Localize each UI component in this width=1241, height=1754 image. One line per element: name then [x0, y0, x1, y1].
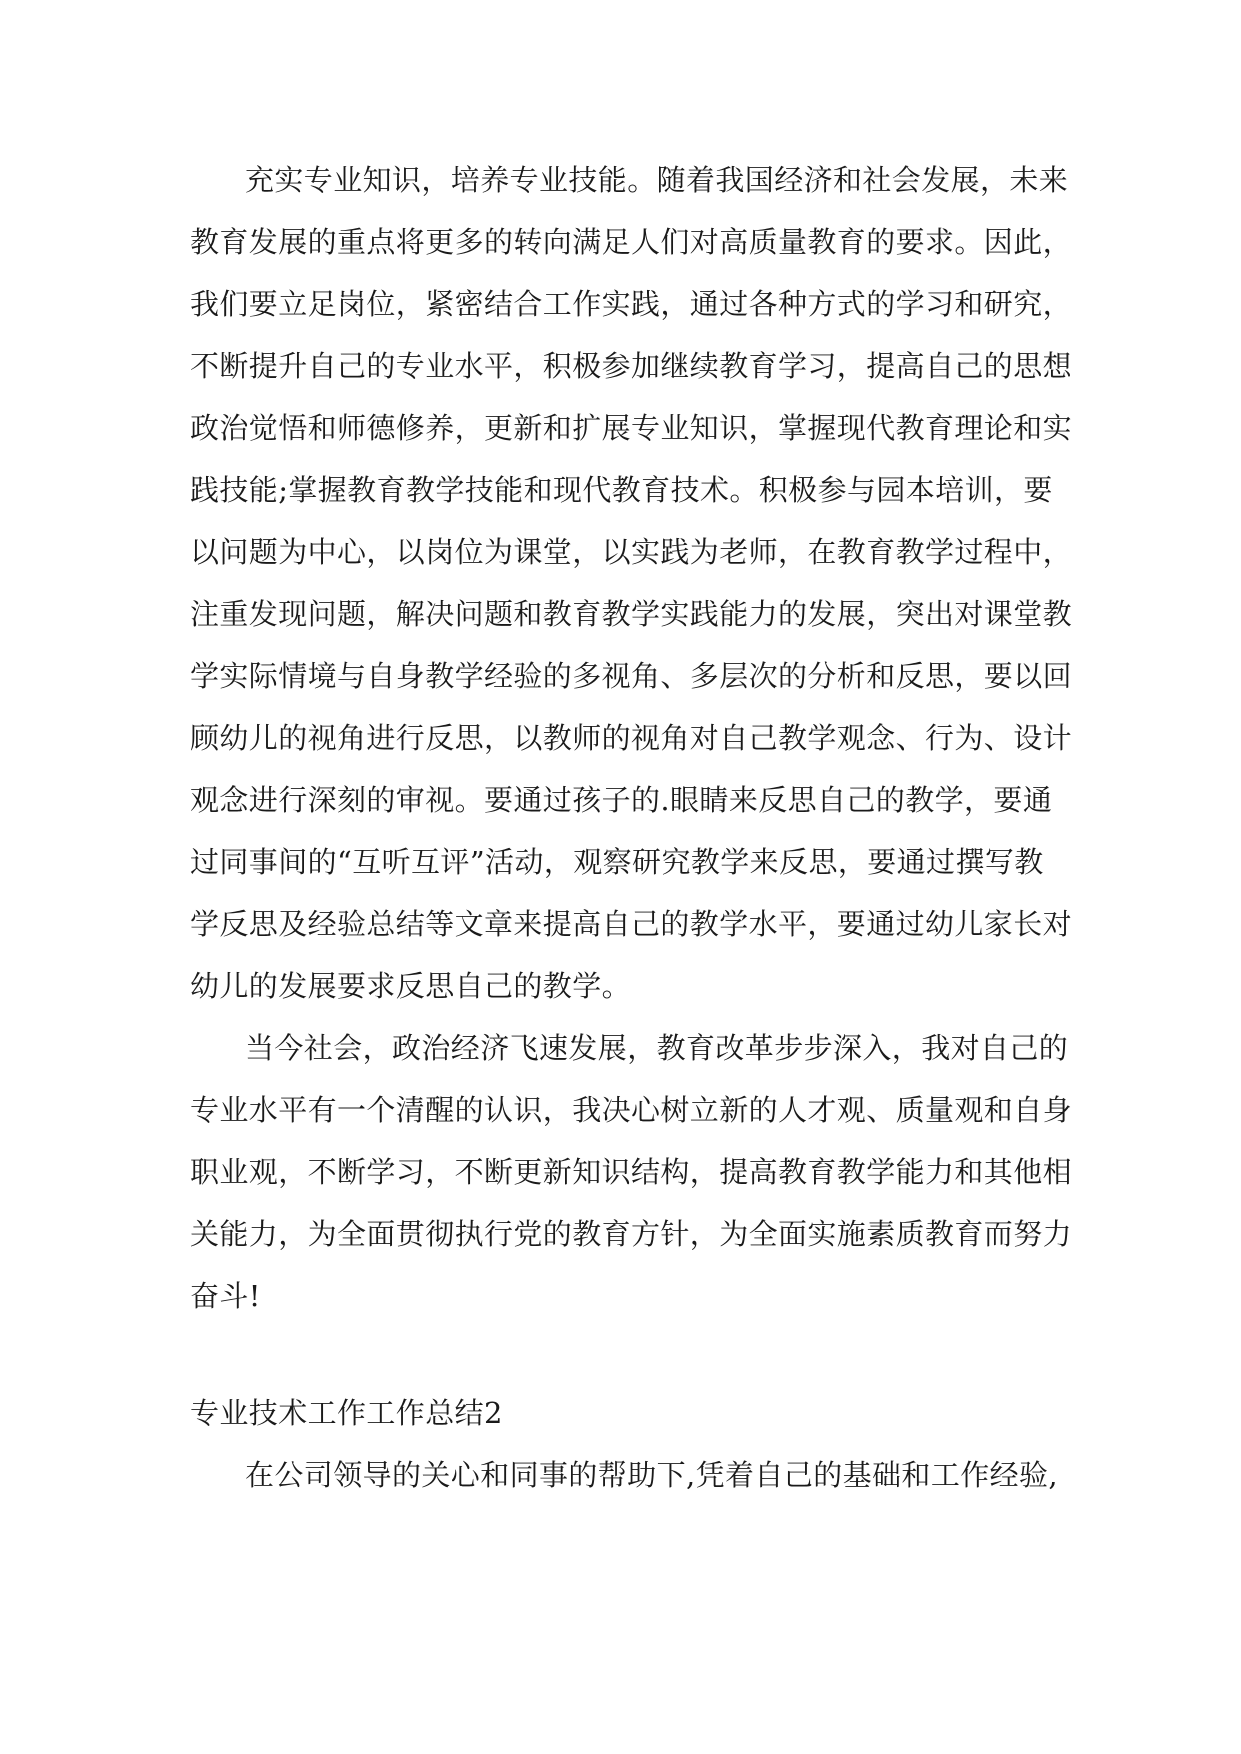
text-line: 教育发展的重点将更多的转向满足人们对高质量教育的要求。因此， — [190, 225, 1073, 259]
text-line: 专业水平有一个清醒的认识，我决心树立新的人才观、质量观和自身 — [190, 1093, 1073, 1127]
text-line: 观念进行深刻的审视。要通过孩子的.眼睛来反思自己的教学，要通 — [190, 783, 1053, 817]
text-line: 不断提升自己的专业水平，积极参加继续教育学习，提高自己的思想 — [190, 349, 1073, 383]
text-line: 政治觉悟和师德修养，更新和扩展专业知识，掌握现代教育理论和实 — [190, 411, 1073, 445]
text-line: 注重发现问题，解决问题和教育教学实践能力的发展，突出对课堂教 — [190, 597, 1073, 631]
text-line: 学实际情境与自身教学经验的多视角、多层次的分析和反思，要以回 — [190, 659, 1073, 693]
text-line: 关能力，为全面贯彻执行党的教育方针，为全面实施素质教育而努力 — [190, 1217, 1073, 1251]
text-line: 在公司领导的关心和同事的帮助下,凭着自己的基础和工作经验, — [245, 1458, 1059, 1492]
text-line: 过同事间的“互听互评”活动，观察研究教学来反思，要通过撰写教 — [190, 845, 1044, 879]
text-line: 充实专业知识，培养专业技能。随着我国经济和社会发展，未来 — [245, 163, 1069, 197]
text-line: 当今社会，政治经济飞速发展，教育改革步步深入，我对自己的 — [245, 1031, 1069, 1065]
text-line: 以问题为中心，以岗位为课堂，以实践为老师，在教育教学过程中， — [190, 535, 1073, 569]
text-line: 奋斗! — [190, 1279, 261, 1313]
text-line: 幼儿的发展要求反思自己的教学。 — [190, 969, 632, 1003]
section-heading: 专业技术工作工作总结2 — [190, 1396, 503, 1430]
text-line: 学反思及经验总结等文章来提高自己的教学水平，要通过幼儿家长对 — [190, 907, 1073, 941]
text-line: 顾幼儿的视角进行反思，以教师的视角对自己教学观念、行为、设计 — [190, 721, 1073, 755]
text-line: 践技能;掌握教育教学技能和现代教育技术。积极参与园本培训，要 — [190, 473, 1053, 507]
text-line: 我们要立足岗位，紧密结合工作实践，通过各种方式的学习和研究， — [190, 287, 1073, 321]
text-line: 职业观，不断学习，不断更新知识结构，提高教育教学能力和其他相 — [190, 1155, 1073, 1189]
